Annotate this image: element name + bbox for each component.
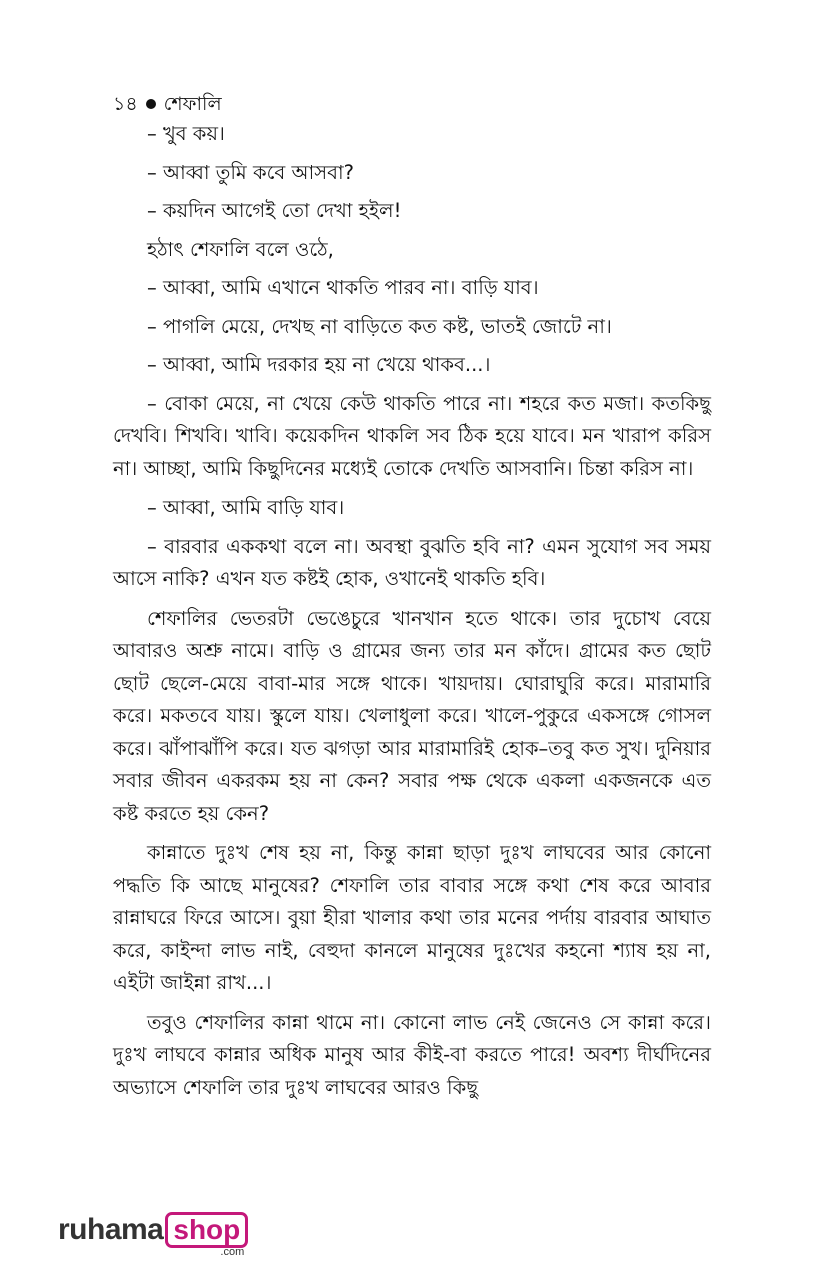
page-number: ১৪	[113, 93, 138, 115]
logo-text-ruhama: ruhama	[58, 1213, 164, 1246]
paragraph: হঠাৎ শেফালি বলে ওঠে,	[147, 237, 334, 261]
paragraph: – আব্বা, আমি এখানে থাকতি পারব না। বাড়ি যাব।	[147, 276, 539, 299]
ruhamashop-logo	[58, 1212, 248, 1262]
paragraph: শেফালির ভেতরটা ভেঙেচুরে খানখান হতে থাকে। তার দুচোখ বেয়ে আবারও অশ্রু নামে। বাড়ি ও গ্রামের জন্য তার মন কাঁদে। গ্রামের কত ছোট ছোট ছেলে-মেয়ে বাবা-মার সঙ্গে থাকে। খায়দায়। ঘোরাঘুরি করে। মারামারি করে। মকতবে যায়। স্কুলে যায়। খেলাধুলা করে। খালে-পুকুরে একসঙ্গে গোসল করে। ঝাঁপাঝাঁপি করে। যত ঝগড়া আর মারামারিই হোক–তবু কত সুখ। দুনিয়ার সবার জীবন একরকম হয় না কেন? সবার পক্ষ থেকে একলা একজনকে এত কষ্ট করতে হয় কেন?	[113, 606, 711, 825]
logo-shop-badge	[165, 1212, 248, 1258]
logo-text-shop: shop	[165, 1212, 248, 1248]
running-header	[113, 90, 222, 118]
paragraph: কান্নাতে দুঃখ শেষ হয় না, কিন্তু কান্না ছাড়া দুঃখ লাঘবের আর কোনো পদ্ধতি কি আছে মানুষের? শেফালি তার বাবার সঙ্গে কথা শেষ করে আবার রান্নাঘরে ফিরে আসে। বুয়া হীরা খালার কথা তার মনের পর্দায় বারবার আঘাত করে, কাইন্দা লাভ নাই, বেহুদা কানলে মানুষের দুঃখের কহনো শ্যাষ হয় না, এইটা জাইন্না রাখ...।	[113, 841, 711, 994]
paragraph: – আব্বা তুমি কবে আসবা?	[147, 160, 354, 184]
paragraph: – আব্বা, আমি বাড়ি যাব।	[147, 496, 345, 519]
logo-text-com: .com	[220, 1246, 245, 1258]
paragraph: – পাগলি মেয়ে, দেখছ না বাড়িতে কত কষ্ট, ভাতই জোটে না।	[147, 314, 612, 338]
paragraph: – খুব কয়।	[147, 122, 225, 145]
paragraph: তবুও শেফালির কান্না থামে না। কোনো লাভ নেই জেনেও সে কান্না করে। দুঃখ লাঘবে কান্নার অধিক মানুষ আর কীই-বা করতে পারে! অবশ্য দীর্ঘদিনের অভ্যাসে শেফালি তার দুঃখ লাঘবের আরও কিছু	[113, 1010, 711, 1099]
book-title: শেফালি	[163, 93, 222, 115]
body-text	[113, 118, 711, 1111]
paragraph: – বারবার এককথা বলে না। অবস্থা বুঝতি হবি না? এমন সুযোগ সব সময় আসে নাকি? এখন যত কষ্টই হোক, ওখানেই থাকতি হবি।	[113, 534, 711, 590]
paragraph: – আব্বা, আমি দরকার হয় না খেয়ে থাকব...।	[147, 353, 491, 376]
paragraph: – বোকা মেয়ে, না খেয়ে কেউ থাকতি পারে না। শহরে কত মজা। কতকিছু দেখবি। শিখবি। খাবি। কয়েকদিন থাকলি সব ঠিক হয়ে যাবে। মন খারাপ করিস না। আচ্ছা, আমি কিছুদিনের মধ্যেই তোকে দেখতি আসবানি। চিন্তা করিস না।	[113, 391, 711, 480]
paragraph: – কয়দিন আগেই তো দেখা হইল!	[147, 199, 402, 222]
bullet-icon	[146, 99, 156, 109]
